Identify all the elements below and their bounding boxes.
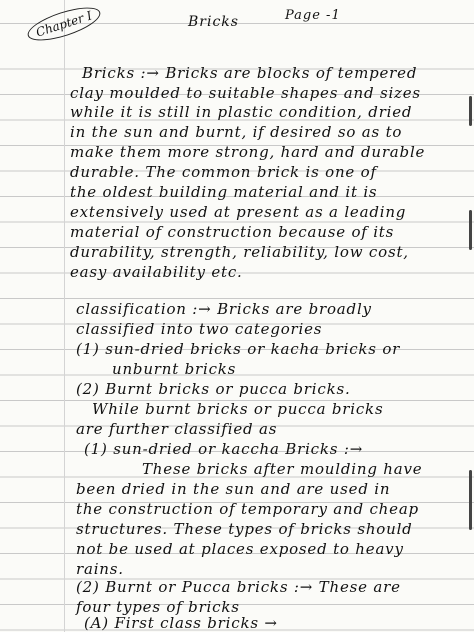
text-line: durable. The common brick is one of <box>70 163 377 181</box>
text-line: classification :→ Bricks are broadly <box>76 300 372 318</box>
page-title: Bricks <box>188 14 239 30</box>
text-line: four types of bricks <box>76 598 240 616</box>
text-line: rains. <box>76 560 124 578</box>
text-line: material of construction because of its <box>70 223 395 241</box>
text-line: while it is still in plastic condition, dried <box>70 103 413 121</box>
text-line: (1) sun-dried bricks or kacha bricks or <box>76 340 401 358</box>
text-line: (A) First class bricks → <box>84 614 278 632</box>
text-line: Bricks :→ Bricks are blocks of tempered <box>82 64 418 82</box>
text-line: While burnt bricks or pucca bricks <box>92 400 384 418</box>
text-line: structures. These types of bricks should <box>76 520 413 538</box>
text-line: (2) Burnt or Pucca bricks :→ These are <box>76 578 401 596</box>
text-line: (2) Burnt bricks or pucca bricks. <box>76 380 351 398</box>
text-line: been dried in the sun and are used in <box>76 480 391 498</box>
text-line: durability, strength, reliability, low cost, <box>70 243 409 261</box>
chapter-tag: Chapter I <box>24 1 104 47</box>
text-line: extensively used at present as a leading <box>70 203 407 221</box>
edge-mark <box>469 96 472 126</box>
text-line: clay moulded to suitable shapes and sizes <box>70 84 421 102</box>
text-line: in the sun and burnt, if desired so as to <box>70 123 403 141</box>
text-line: (1) sun-dried or kaccha Bricks :→ <box>84 440 364 458</box>
edge-mark <box>469 210 472 250</box>
text-line: unburnt bricks <box>112 360 237 378</box>
text-line: not be used at places exposed to heavy <box>76 540 404 558</box>
margin-line <box>64 0 65 632</box>
text-line: are further classified as <box>76 420 278 438</box>
text-line: the construction of temporary and cheap <box>76 500 419 518</box>
text-line: the oldest building material and it is <box>70 183 378 201</box>
edge-mark <box>469 470 472 530</box>
text-line: classified into two categories <box>76 320 323 338</box>
text-line: make them more strong, hard and durable <box>70 143 426 161</box>
text-line: easy availability etc. <box>70 263 243 281</box>
page-number: Page -1 <box>285 8 341 23</box>
text-line: These bricks after moulding have <box>142 460 423 478</box>
